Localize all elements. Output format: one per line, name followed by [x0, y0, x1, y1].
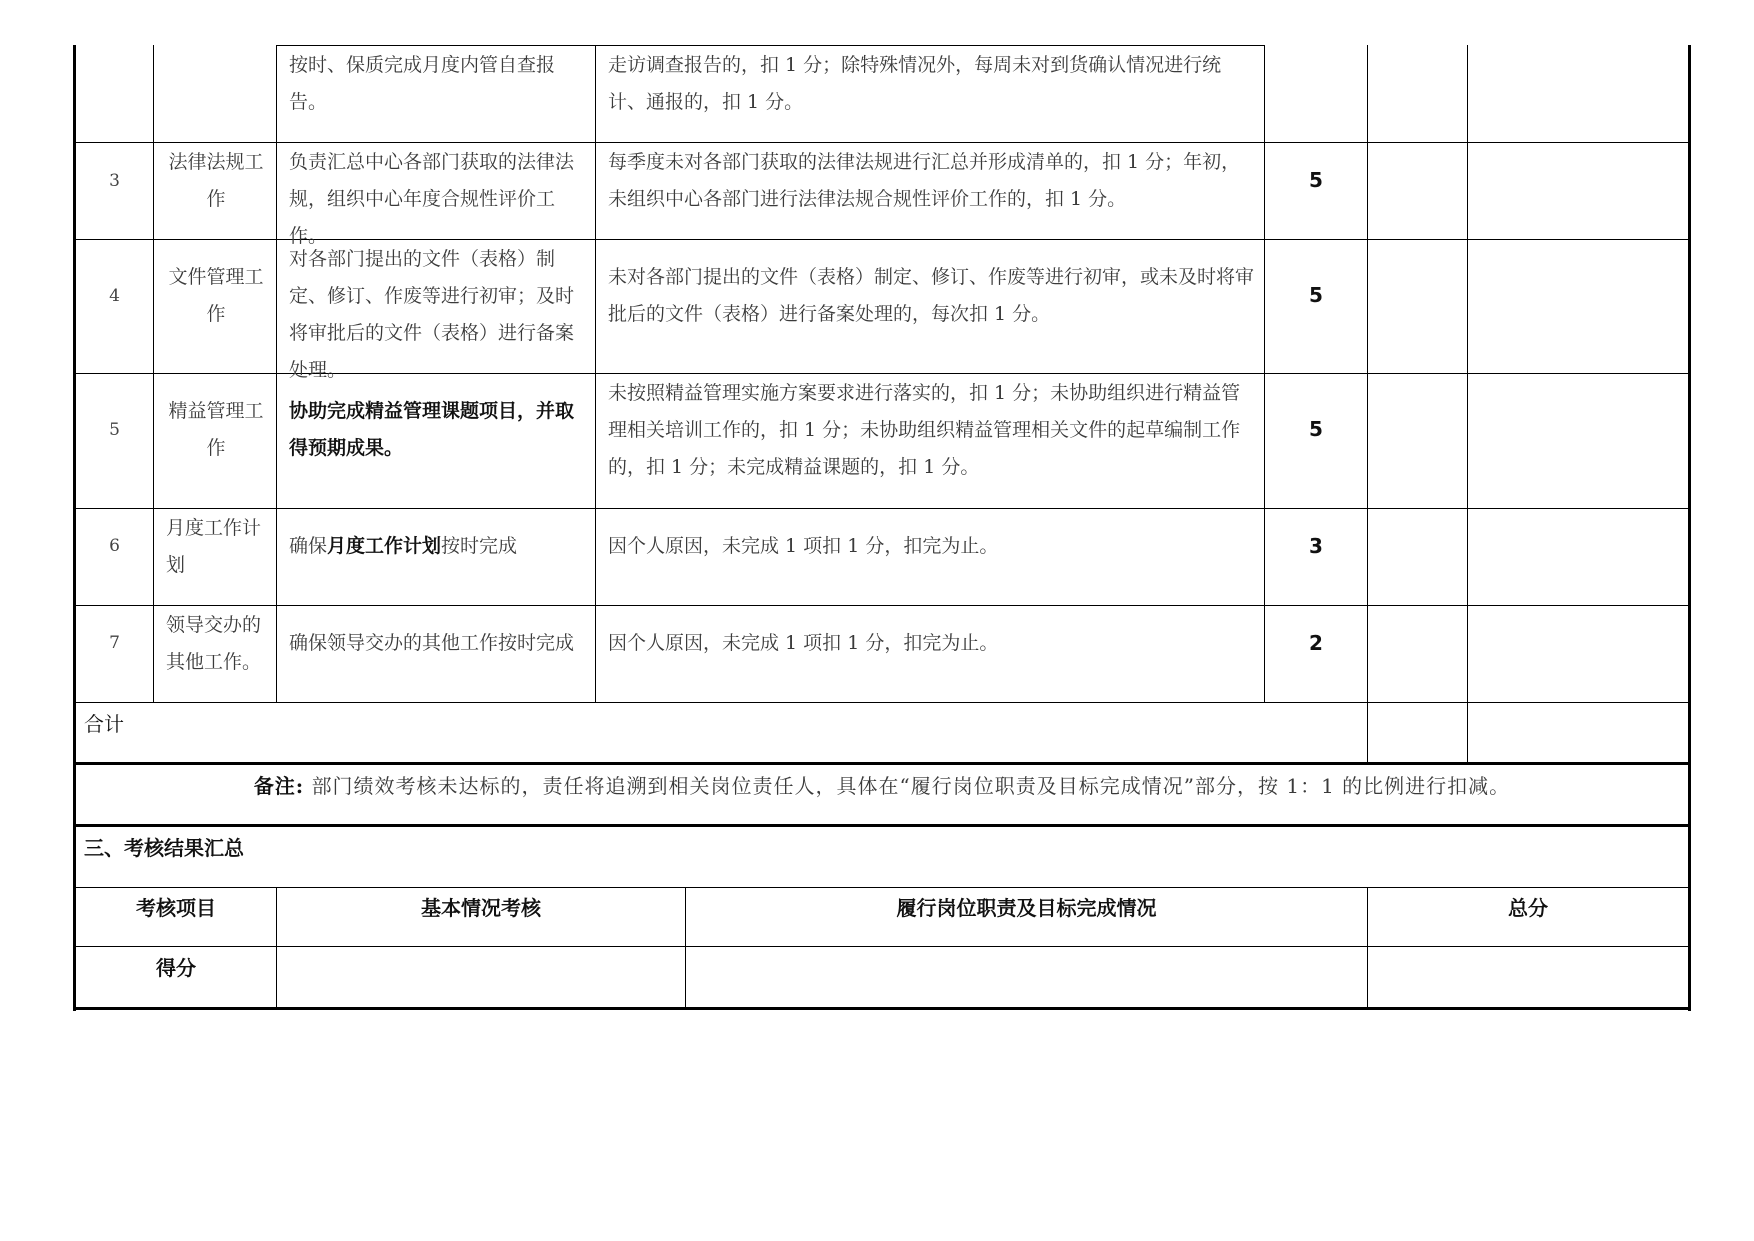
s3-header-item: 考核项目 — [136, 896, 216, 920]
note-label: 备注: — [253, 774, 305, 798]
row-score: 5 — [1309, 283, 1323, 307]
row-standard: 协助完成精益管理课题项目，并取得预期成果。 — [289, 400, 575, 459]
row-rule: 每季度未对各部门获取的法律法规进行汇总并形成清单的，扣 1 分；年初，未组织中心各部门进行法律法规合规性评价工作的，扣 1 分。 — [608, 151, 1241, 210]
row-score: 2 — [1309, 631, 1323, 655]
row-index: 7 — [109, 633, 120, 653]
row-item: 月度工作计划 — [166, 517, 262, 576]
row-line-1 — [73, 142, 1691, 143]
col-line-5 — [1367, 45, 1368, 763]
row-standard — [289, 528, 589, 565]
row-rule: 未对各部门提出的文件（表格）制定、修订、作废等进行初审，或未及时将审批后的文件（表格）进行备案处理的，每次扣 1 分。 — [608, 266, 1255, 325]
total-bottom-line — [73, 762, 1691, 765]
note-bottom-line — [73, 824, 1691, 827]
row-rule: 因个人原因，未完成 1 项扣 1 分，扣完为止。 — [608, 632, 999, 654]
cont-rule: 走访调查报告的，扣 1 分；除特殊情况外，每周未对到货确认情况进行统计、通报的，扣 1 分。 — [608, 54, 1222, 113]
row-item: 精益管理工作 — [168, 400, 264, 459]
row-item: 文件管理工作 — [168, 266, 264, 325]
row-rule: 因个人原因，未完成 1 项扣 1 分，扣完为止。 — [608, 535, 999, 557]
row-standard: 负责汇总中心各部门获取的法律法规，组织中心年度合规性评价工作。 — [289, 151, 575, 247]
row-item: 领导交办的其他工作。 — [166, 614, 262, 673]
outer-bottom-border — [73, 1007, 1691, 1010]
row-line-4 — [73, 508, 1691, 509]
standard-post: 按时完成 — [441, 535, 518, 557]
row-standard: 对各部门提出的文件（表格）制定、修订、作废等进行初审；及时将审批后的文件（表格）进行备案处理。 — [289, 248, 575, 381]
s3-row-label: 得分 — [156, 956, 196, 980]
row-rule: 未按照精益管理实施方案要求进行落实的，扣 1 分；未协助组织进行精益管理相关培训工作的，扣 1 分；未协助组织精益管理相关文件的起草编制工作的，扣 1 分；未完成精益课题的，扣 1 分。 — [608, 382, 1241, 478]
standard-pre: 确保 — [289, 535, 328, 557]
s3-header-bottom-line — [73, 946, 1691, 947]
row-standard: 确保领导交办的其他工作按时完成 — [289, 632, 575, 654]
col-line-6 — [1467, 45, 1468, 763]
row-index: 3 — [109, 171, 120, 191]
outer-right-border — [1688, 45, 1691, 1011]
s3-header-total: 总分 — [1508, 896, 1548, 920]
note-text: 部门绩效考核未达标的，责任将追溯到相关岗位责任人，具体在“履行岗位职责及目标完成情况”部分，按 1：1 的比例进行扣减。 — [311, 774, 1511, 798]
row-line-6 — [73, 702, 1691, 703]
cont-standard: 按时、保质完成月度内管自查报告。 — [289, 54, 556, 113]
row-score: 5 — [1309, 168, 1323, 192]
row-item: 法律法规工作 — [168, 151, 264, 210]
section3-title: 三、考核结果汇总 — [84, 836, 244, 860]
standard-bold: 月度工作计划 — [327, 535, 442, 557]
s3-header-duty: 履行岗位职责及目标完成情况 — [896, 896, 1157, 920]
row-score: 5 — [1309, 417, 1323, 441]
row-index: 5 — [109, 420, 120, 440]
row-line-5 — [73, 605, 1691, 606]
row-score: 3 — [1309, 534, 1323, 558]
note-line — [76, 768, 1688, 805]
row-index: 4 — [109, 286, 120, 306]
total-label: 合计 — [84, 712, 124, 736]
row-line-top-partial — [276, 45, 1265, 46]
s3-header-top-line — [73, 887, 1691, 888]
row-index: 6 — [109, 536, 120, 556]
s3-header-basic: 基本情况考核 — [421, 896, 541, 920]
